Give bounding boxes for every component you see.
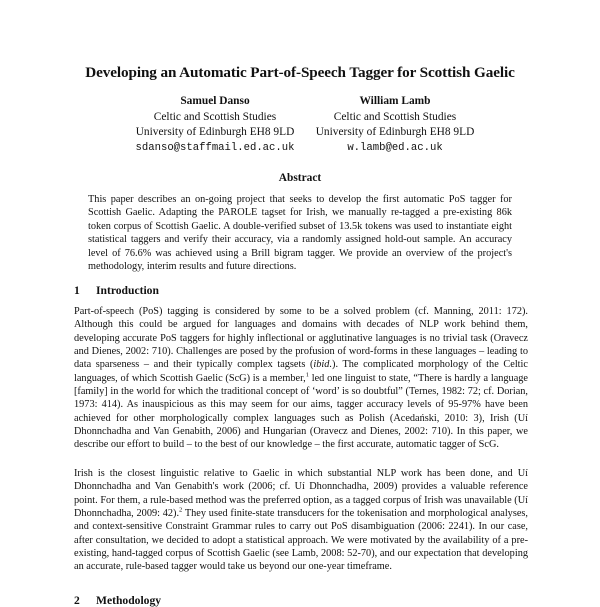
author-name: Samuel Danso (180, 95, 250, 107)
section-number: 1 (74, 284, 80, 297)
paragraph-text: ). The complicated morphology of the Celtic languages, of which Scottish Gaelic (ScG) is a member, (74, 359, 528, 384)
ibid-text: ibid. (313, 359, 333, 371)
footnote-marker[interactable]: 2 (179, 506, 183, 514)
abstract-heading: Abstract (278, 172, 322, 184)
paragraph-text: Part-of-speech (PoS) tagging is considered by some to be a solved problem (cf. Manning, 2011: 172). Although this could be argued for languages and domains with decades of NLP work behind them, developing accurate PoS taggers for highly inflectional or agglutinative languages is no trivial task (Oravecz and Dienes, 2002: 710). Challenges are posed by the profusion of word-forms in these languages – leading to data sparseness – and their typically complex tagsets ( (74, 306, 528, 371)
footnote-marker[interactable]: 1 (305, 371, 309, 379)
section-heading-methodology (74, 594, 161, 607)
author-department: Celtic and Scottish Studies (153, 110, 277, 123)
author-affiliation: University of Edinburgh EH8 9LD (135, 126, 295, 138)
author-block-1 (110, 94, 320, 156)
paragraph-text: led one linguist to state, “There is hardly a language [family] in the world for which the traditional concept of ‘word’ is so doubtful” (Ternes, 1982: 72; cf. Dorian, 1973: 414). As inauspicious as this may seem for our aims, tagger accuracy levels of 95-97% have been achieved for other morphologically complex languages such as Polish (Acedański, 2010: 3), Irish (Uí Dhonnchadha and Van Genabith, 2006) and Hungarian (Oravecz and Dienes, 2002: 710). In this paper, we describe our effort to build – to the best of our knowledge – the first accurate, automatic tagger of ScG. (74, 372, 528, 451)
author-email[interactable]: sdanso@staffmail.ed.ac.uk (135, 141, 295, 154)
author-email[interactable]: w.lamb@ed.ac.uk (347, 141, 443, 154)
section-number: 2 (74, 594, 80, 607)
section-title: Introduction (96, 284, 159, 297)
author-name: William Lamb (359, 95, 431, 107)
body-paragraph-2 (74, 467, 528, 574)
author-department: Celtic and Scottish Studies (333, 110, 457, 123)
paper-title: Developing an Automatic Part-of-Speech Tagger for Scottish Gaelic (85, 64, 515, 81)
paragraph-text: Irish is the closest linguistic relative to Gaelic in which substantial NLP work has been done, and Uí Dhonnchadha and Van Genabith's work (2006; cf. Uí Dhonnchadha, 2009) provides a valuable reference point. For them, a rule-based method was the preferred option, as a tagged corpus of Irish was unavailable (Uí Dhonnchadha, 2009: 42). (74, 468, 528, 520)
abstract-text: This paper describes an on-going project that seeks to develop the first automatic PoS tagger for Scottish Gaelic. Adapting the PAROLE tagset for Irish, we manually re-tagged a pre-existing 86k token corpus of Scottish Gaelic. A double-verified subset of 13.5k tokens was used to instantiate eight statistical taggers and verify their accuracy, via a randomly assigned hold-out sample. An accuracy level of 76.6% was achieved using a Brill bigram tagger. We provide an overview of the project's methodology, interim results and future directions. (88, 194, 512, 273)
paragraph-text: They used finite-state transducers for the tokenisation and morphological analyses, and context-sensitive Constraint Grammar rules to carry out PoS disambiguation (2006: 2241). In our case, after consultation, we decided to adopt a statistical approach. We were motivated by the availability of a pre-existing, hand-tagged corpus of Scottish Gaelic (see Lamb, 2008: 52-70), and our expectation that developing an accurate, rule-based tagger would take us beyond our one-year timeframe. (74, 508, 528, 573)
section-heading-introduction (74, 284, 159, 297)
author-block-2 (290, 94, 500, 156)
author-affiliation: University of Edinburgh EH8 9LD (315, 126, 475, 138)
body-paragraph-1 (74, 305, 528, 452)
section-title: Methodology (96, 594, 162, 607)
